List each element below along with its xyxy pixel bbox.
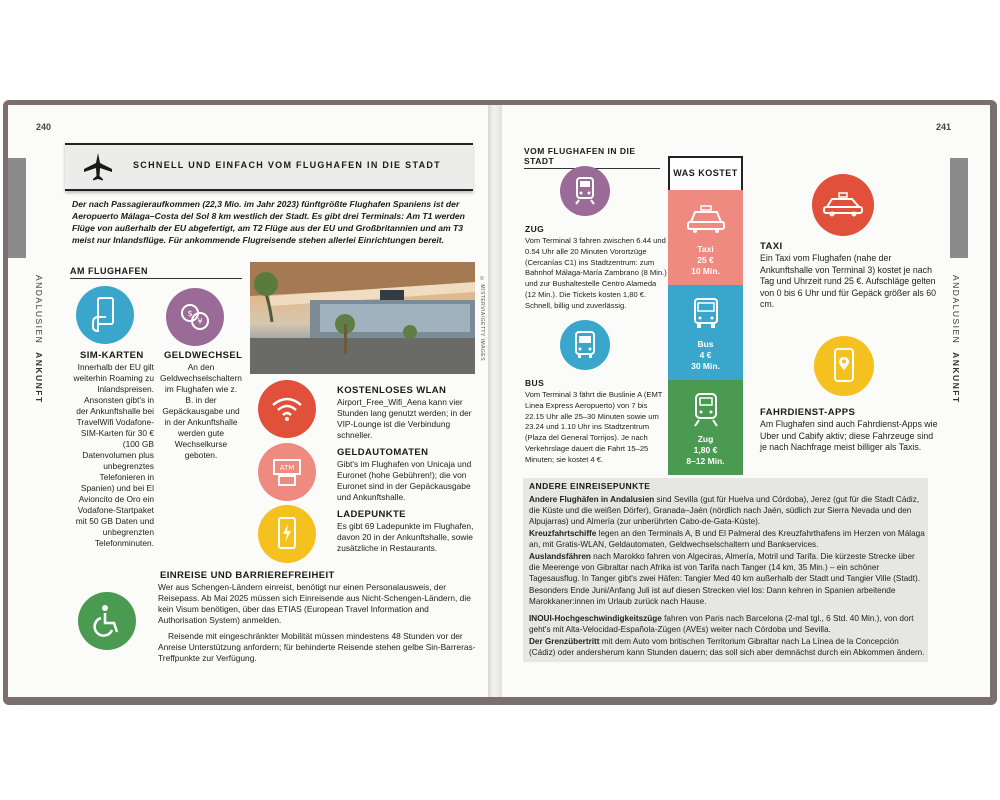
svg-text:$: $	[187, 309, 193, 318]
sim-title: SIM-KARTEN	[80, 350, 144, 361]
apps-text: Am Flughafen sind auch Fahrdienst-Apps wie Uber und Cabify aktiv; diese Fahrzeuge sind je nach Nachfrage meist billiger als Taxis.	[760, 419, 938, 452]
charging-icon	[258, 505, 316, 563]
train-title: ZUG	[525, 224, 545, 234]
train-icon	[560, 166, 610, 216]
cost-price-taxi: 25 €	[697, 255, 714, 265]
money-text: An den Geldwechselschaltern im Flughafen wie z. B. in der Gepäckausgabe und in der Ankunftshalle werden gute Wechselkurse geboten.	[160, 362, 242, 460]
book-gutter	[488, 105, 502, 697]
charge-title: LADEPUNKTE	[337, 509, 406, 520]
sim-text: Innerhalb der EU gilt weiterhin Roaming zu Inlandspreisen. Ansonsten gibt's in der Ankunftshalle bei TravelWifi Vodafone-SIM-Karten für 30 € (100 GB Datenvolumen plus unbegrenztes Telefonieren in Spanien) und bei El Avioncito de Oro ein Vodafone-Startpaket mit 50 GB Daten und unbegrenzten Telefonminuten.	[73, 362, 154, 548]
bus-icon-small	[689, 297, 723, 331]
other-entry-title: ANDERE EINREISEPUNKTE	[529, 481, 651, 491]
cost-cell-train	[668, 380, 743, 475]
taxi-icon	[685, 204, 727, 234]
chapter-tab-left	[8, 158, 26, 258]
cost-price-train: 1,80 €	[693, 445, 718, 455]
cost-time-bus: 30 Min.	[691, 361, 720, 371]
page-number-left: 240	[36, 122, 52, 132]
atm-text: Gibt's im Flughafen von Unicaja und Euronet (hohe Gebühren!); die von Euronet sind in der Gepäckausgabe und Ankunftshalle.	[337, 459, 472, 502]
section-banner	[65, 143, 473, 191]
photo-credit: © MISTERVIA/GETTY IMAGES	[479, 276, 485, 362]
train-icon-small	[690, 392, 722, 428]
wheelchair-icon	[78, 592, 136, 650]
section-title-city: VOM FLUGHAFEN IN DIE STADT	[524, 146, 660, 169]
section-title-airport: AM FLUGHAFEN	[70, 266, 242, 279]
wifi-text: Airport_Free_Wifi_Aena kann vier Stunden lang genutzt werden; in der VIP-Lounge ist die Verbindung schneller.	[337, 397, 472, 440]
entry-text-1: Wer aus Schengen-Ländern einreist, benötigt nur einen Personalausweis, der Reisepass. Ab Mai 2025 müssen sich Einreisende aus Nicht-Schengen-Ländern, die kein Visum benötigen, über das ETIAS (European Travel Information and Authorisation System) anmelden.	[158, 582, 471, 625]
bus-text: Vom Terminal 3 fährt die Buslinie A (EMT Linea Express Aeropuerto) von 7 bis 22.15 Uhr alle 25–30 Minuten sowie um 23.24 und 1.10 Uhr ins Stadtzentrum (Plaza del General Torrijos). Je nach Verkehrslage dauert die Fahrt 15–25 Minuten; sie kostet 4 €.	[525, 390, 663, 464]
cost-name-taxi: Taxi	[697, 244, 714, 254]
app-location-icon	[814, 336, 874, 396]
atm-title: GELDAUTOMATEN	[337, 447, 429, 458]
side-label-right: ANDALUSIEN ANKUNFT	[951, 275, 961, 404]
charge-text: Es gibt 69 Ladepunkte im Flughafen, davon 20 in der Ankunftshalle, sowie zusätzliche in Restaurants.	[337, 521, 474, 553]
banner-title: SCHNELL UND EINFACH VOM FLUGHAFEN IN DIE STADT	[133, 160, 441, 170]
cost-price-bus: 4 €	[699, 350, 712, 360]
currency-exchange-icon	[166, 288, 224, 346]
cost-table	[668, 156, 743, 475]
cost-title: WAS KOSTET	[668, 156, 743, 190]
other-entry-cruise: Kreuzfahrtschiffe legen an den Terminals A, B und El Palmeral des Kreuzfahrthafens im Herzen von Málaga an, mit Gratis-WLAN, Geldautomaten, Geldwechselschaltern und Bankservices.	[529, 529, 925, 550]
side-label-left: ANDALUSIEN ANKUNFT	[34, 275, 44, 404]
wifi-icon	[258, 380, 316, 438]
airport-photo	[250, 262, 475, 374]
page-number-right: 241	[936, 122, 952, 132]
sim-card-icon	[76, 286, 134, 344]
svg-text:¥: ¥	[197, 317, 203, 326]
cost-time-train: 8–12 Min.	[686, 456, 725, 466]
svg-text:ATM: ATM	[279, 464, 295, 472]
taxi-title: TAXI	[760, 241, 783, 252]
cost-cell-bus	[668, 285, 743, 380]
entry-title: EINREISE UND BARRIEREFREIHEIT	[160, 570, 335, 581]
other-entry-border: Der Grenzübertritt mit dem Auto vom britischen Territorium Gibraltar nach La Línea de la Concepción (Cádiz) oder andersherum kann Stunden dauern; das soll sich aber demnächst durch ein Abkommen ändern.	[529, 637, 925, 658]
other-entry-airports: Andere Flughäfen in Andalusien sind Sevilla (gut für Huelva und Córdoba), Jerez (gut für die Stadt Cádiz, die Küste und die weißen Dörfer), Granada–Jaén (nördlich nach Jaén, südlich zur Sierra Nevada und den Alpujarras) und Almería (zur unberührten Cabo-de-Gata-Küste).	[529, 495, 920, 527]
bus-title: BUS	[525, 378, 545, 388]
taxi-car-icon	[812, 174, 874, 236]
taxi-text: Ein Taxi vom Flughafen (nahe der Ankunftshalle von Terminal 3) kostet je nach Tag und Uhrzeit rund 25 €. Aufschläge gelten von 0 bis 6 Uhr und für Gepäck größer als 60 cm.	[760, 253, 937, 309]
chapter-tab-right	[950, 158, 968, 258]
train-text: Vom Terminal 3 fahren zwischen 6.44 und 0.54 Uhr alle 20 Minuten Vorortzüge (Cercanías C1) ins Stadtzentrum: zum Bahnhof Málaga-María Zambrano (8 Min.) und zur Bushaltestelle Centro Alameda (12 Min.). Die Tickets kosten 1,80 €. Schnell, billig und zuverlässig.	[525, 236, 667, 310]
cost-name-bus: Bus	[697, 339, 714, 349]
other-entry-trains: INOUI-Hochgeschwindigkeitszüge fahren von Paris nach Barcelona (2-mal tgl., 6 Std. 40 Min.), von dort geht's mit Alta-Velocidad-Española-Zügen (AVEs) weiter nach Córdoba und Sevilla.	[529, 614, 914, 635]
apps-title: FAHRDIENST-APPS	[760, 407, 856, 418]
cost-name-train: Zug	[697, 434, 714, 444]
intro-text: Der nach Passagieraufkommen (22,3 Mio. im Jahr 2023) fünftgrößte Flughafen Spaniens ist der Aeropuerto Málaga–Costa del Sol 8 km westlich der Stadt. Es gibt drei Terminals: Am T1 werden Flüge von außerhalb der EU abgefertigt, am T2 Flüge aus der EU und Großbritannien und am T3 meist nur Inlandsflüge. Für ankommende Flugreisende stehen allerlei Einrichtungen bereit.	[72, 199, 465, 245]
cost-time-taxi: 10 Min.	[691, 266, 720, 276]
cost-cell-taxi	[668, 190, 743, 285]
wifi-title: KOSTENLOSES WLAN	[337, 385, 447, 396]
airplane-icon	[81, 151, 115, 186]
other-entry-ferries: Auslandsfähren nach Marokko fahren von Algeciras, Almería, Motril und Tarifa. Die kürzeste Strecke über die Meerenge von Gibraltar nach Afrika ist von Tarifa nach Tanger (14 km, 35 Min.) – ein schöner Tagesausflug. In Tanger gibt's zwei Häfen: Tangier Med 40 km außerhalb der Stadt und Tangier Ville (Stadt). Besonders Ende Juni/Anfang Juli ist auf diesen Strecken viel los: Dann kehren in Spanien arbeitende Marokkaner:innen im Urlaub zurück nach Hause.	[529, 552, 920, 606]
atm-icon	[258, 443, 316, 501]
bus-icon	[560, 320, 610, 370]
money-title: GELDWECHSEL	[164, 350, 243, 361]
entry-text-2: Reisende mit eingeschränkter Mobilität müssen mindestens 48 Stunden vor der Anreise Unterstützung anfordern; für behinderte Reisende stehen gelbe Sin-Barreras-Treffpunkte zur Verfügung.	[158, 631, 476, 663]
other-entry-box	[523, 478, 928, 662]
